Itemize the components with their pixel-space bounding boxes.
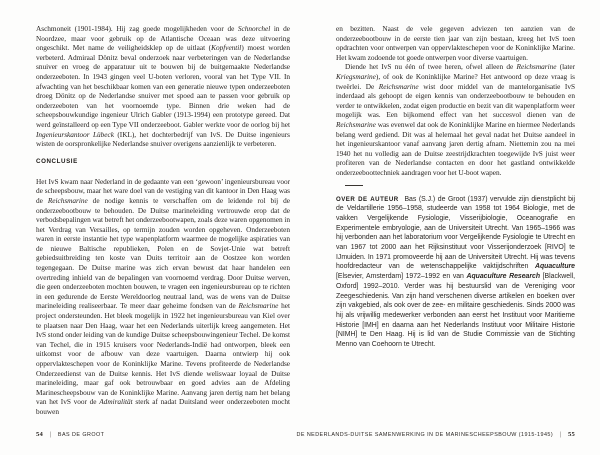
section-divider-rule	[345, 185, 363, 186]
page-number-left: 54	[36, 431, 43, 438]
body-paragraph-snorkel: Aschmoneit (1901-1984). Hij zag goede mogelijkheden voor de Schnorchel in de Noordzee, maar voor gebruik op de Atlantische Oceaan was deze uitvoering ongeschikt. Met name de veiligheidsklep op de uitlaat (Kopfventil) moest worden verbeterd. Admiraal Dönitz beval onderzoek naar verbeteringen van de Nederlandse snuiver en vroeg de apparatuur uit te bouwen bij de buitgemaakte Nederlandse onderzeeboten. In 1943 gingen veel U-boten verloren, vooral van het Type VII. In afwachting van het beschikbaar komen van een generatie nieuwe typen onderzeeboten droeg Dönitz op de Nederlandse snuiver met spoed aan te passen voor gebruik op onderzeeboten van het voornoemde type. Binnen drie weken had de scheepsbouwkundige ingenieur Ulrich Gabler (1913-1994) een prototype gereed. Dat werd geïnstalleerd op een Type VII onderzeeboot. Gabler werkte voor de oorlog bij het Ingenieurskantoor Lübeck (IKL), het dochterbedrijf van IvS. De Duitse ingenieurs wisten de oorspronkelijke Nederlandse snuiver overigens aanzienlijk te verbeteren.	[36, 24, 290, 149]
footer-separator-right: |	[559, 432, 562, 438]
page-left	[36, 24, 290, 417]
footer-separator-left: |	[49, 432, 52, 438]
author-bio-label: OVER DE AUTEUR	[336, 195, 399, 203]
footer-right	[296, 431, 575, 438]
author-bio-text: Bas (S.J.) de Groot (1937) vervulde zijn dienstplicht bij de Veldartillerie 1956–1958, studeerde van 1958 tot 1964 Biologie, met de vakken Vergelijkende Fysiologie, Visserijbiologie, Oceanografie en Experimentele embryologie, aan de Universiteit Utrecht. Van 1965–1966 was hij verbonden aan het laboratorium voor Vergelijkende Fysiologie te Utrecht en van 1967 tot 2000 aan het Rijksinstituut voor Visserijonderzoek [RIVO] te IJmuiden. In 1971 promoveerde hij aan de Universiteit Utrecht. Hij was tevens hoofdredacteur van de wetenschappelijke vaktijdschriften Aquaculture [Elsevier, Amsterdam] 1972–1992 en van Aquaculture Research [Blackwell, Oxford] 1992–2010. Verder was hij bestuurslid van de Vereniging voor Zeegeschiedenis. Van zijn hand verschenen diverse artikelen en boeken over zijn vakgebied, als ook over de zee- en militaire geschiedenis. Sinds 2000 was hij als vrijwillig medewerker verbonden aan eerst het Instituut voor Maritieme Historie [IMH] en daarna aan het Nederlands Instituut voor Militaire Historie [NIMH] te Den Haag. Hij is lid van de Studie Commissie van de Stichting Menno van Coehoorn te Utrecht.	[336, 195, 576, 349]
footer-left	[36, 431, 104, 438]
body-paragraph-continuation: en bezitten. Naast de vele gegeven adviezen ten aanzien van de onderzeebootbouw in de eerste tien jaar van zijn bestaan, kreeg het IvS toen opdrachten voor ontwerpen van oppervlakteschepen voor de Koninklijke Marine. Het kwam zodoende tot goede ontwerpen voor diverse vaartuigen.	[336, 24, 575, 62]
page-number-right: 55	[568, 431, 575, 438]
body-paragraph-conclusion: Het IvS kwam naar Nederland in de gedaante van een ‘gewoon’ ingenieursbureau voor de scheepsbouw, maar het ware doel van de vestiging van dit kantoor in Den Haag was de Reichsmarine de nodige kennis te verschaffen om de leidende rol bij de onderzeebootbouw te behouden. De Duitse marineleiding vertrouwde erop dat de verbodsbepalingen wat betreft het onderzeebootwapen, zoals deze waren opgenomen in het Verdrag van Versailles, op termijn zouden worden opgeheven. Onderzeeboten waren in eerste instantie het type wapenplatform waarmee de mogelijke aspiraties van de nieuwe Baltische republieken, Polen en de Sovjet-Unie wat betreft gebiedsuitbreiding ten koste van Duits territoir aan de Oostzee kon worden tegengegaan. De Duitse marine was zich ervan bewust dat haar handelen een overtreding inhield van de bepalingen van voornoemd verdrag. Door Duitse werven, die geen onderzeeboten mochten bouwen, te vragen een ingenieursbureau op te richten in een gedurende de Eerste Wereldoorlog neutraal land, was de wens van de Duitse marineleiding realiseerbaar. Te meer daar geheime fondsen van de Reichsmarine het project ondersteunden. Het bleek mogelijk in 1922 het ingenieursbureau van Kiel over te plaatsen naar Den Haag, waar het een Nederlands uiterlijk kreeg aangemeten. Het IvS stond onder leiding van de kundige Duitse scheepsbouwingenieur Techel. De komst van Techel, die in 1915 kruisers voor Nederlands-Indië had ontworpen, bleek een uitkomst voor de afbouw van deze vaartuigen. Daarna ontwierp hij ook oppervlakteschepen voor de Koninklijke Marine. Tevens profiteerde de Nederlandse Onderzeedienst van de Duitse kennis. Het IvS diende weliswaar loyaal de Duitse marineleiding, maar gaf ook betrouwbaar en goed advies aan de Afdeling Marinescheepsbouw van de Koninklijke Marine. Aanvang jaren dertig nam het belang van het IvS voor de Admiralität sterk af nadat Duitsland weer onderzeeboten mocht bouwen	[36, 176, 290, 416]
body-paragraph-two-masters: Diende het IvS nu één of twee heren, ofwel alleen de Reichsmarine (later Kriegsmarine), of ook de Koninklijke Marine? Het antwoord op deze vraag is tweërlei. De Reichsmarine wist door middel van de mantelorganisatie IvS inderdaad als gehoopt de eigen kennis van onderzeebootbouw te behouden en verder te ontwikkelen, zodat eigen productie en bezit van dit wapenplatform weer mogelijk was. Een bijkomend effect van het succesvol dienen van de Reichsmarine was evenwel dat ook de Koninklijke Marine en hiermee Nederlands belang werd gediend. Dit was al helemaal het geval nadat het Duitse aandeel in het ingenieurskantoor vanaf aanvang jaren dertig afnam. Niettemin zou na mei 1940 het nu volledig aan de Duitse zeestrijdkrachten toegewijde IvS juist weer profiteren van de Nederlandse contacten en door het gastland ontwikkelde onderzeeboottechniek aandragen voor het U-boot wapen.	[336, 62, 575, 177]
section-heading-conclusie: CONCLUSIE	[36, 157, 78, 165]
author-bio	[336, 195, 575, 350]
running-footer-author-name: BAS DE GROOT	[57, 432, 105, 438]
running-footer-chapter-title: DE NEDERLANDS-DUITSE SAMENWERKING IN DE MARINESCHEEPSBOUW (1915-1945)	[296, 432, 554, 438]
page-right	[336, 24, 575, 350]
